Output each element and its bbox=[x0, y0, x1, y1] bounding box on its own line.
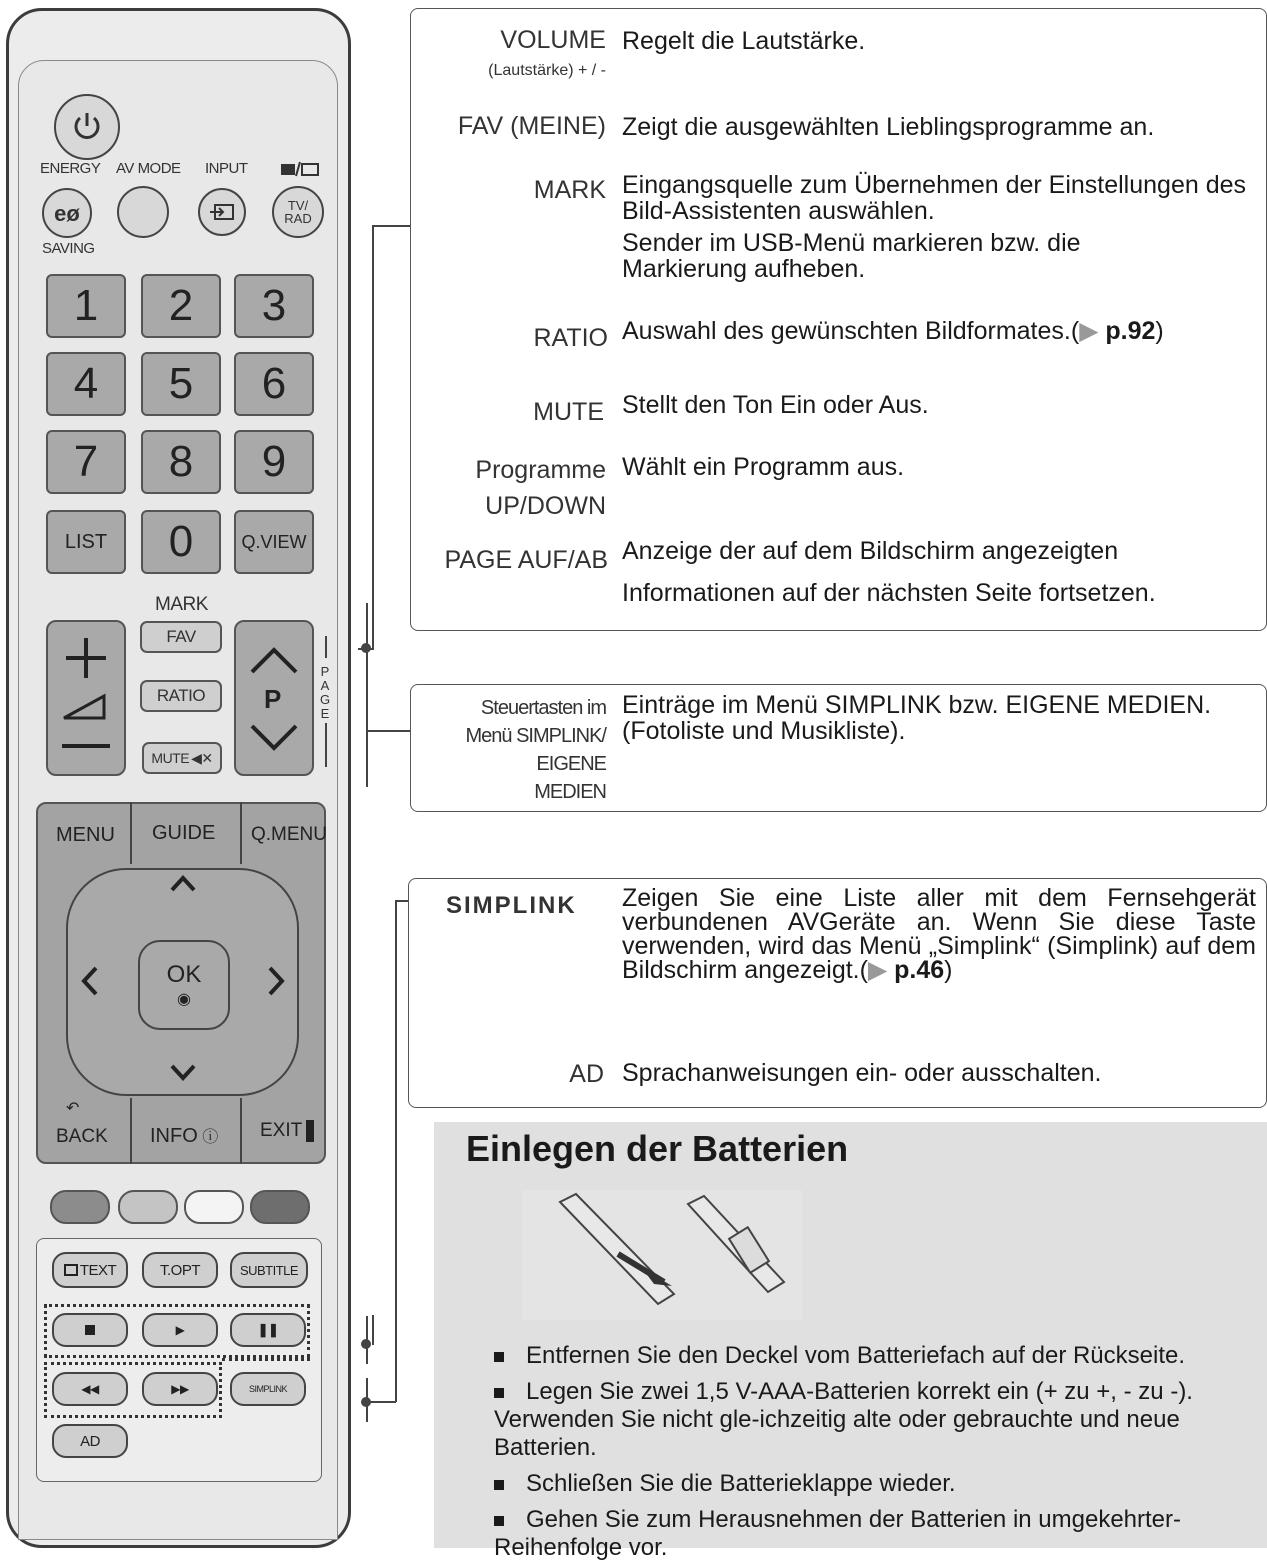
tv-rad-button[interactable]: TV/ RAD bbox=[272, 186, 324, 238]
term-mark: MARK bbox=[533, 176, 606, 204]
page-label: P A G E bbox=[320, 664, 331, 721]
back-button[interactable]: BACK bbox=[56, 1126, 108, 1147]
mute-speaker-icon: ◀✕ bbox=[191, 749, 213, 766]
term-volume-sub: (Lautstärke) + / - bbox=[488, 62, 606, 79]
desc-mute: Stellt den Ton Ein oder Aus. bbox=[622, 391, 929, 419]
exit-label: EXIT bbox=[260, 1120, 303, 1142]
power-icon bbox=[69, 109, 105, 145]
desc-ratio: Auswahl des gewünschten Bildformates.(▶ p.92) bbox=[622, 317, 1164, 345]
page-ref-arrow-icon: ▶ bbox=[867, 956, 895, 984]
number-key-9[interactable]: 9 bbox=[234, 430, 314, 494]
battery-instructions bbox=[494, 1342, 1264, 1562]
exit-door-icon bbox=[306, 1120, 314, 1142]
program-p-label: P bbox=[264, 684, 282, 714]
desc-programme: Wählt ein Programm aus. bbox=[622, 453, 905, 481]
stop-icon bbox=[85, 1325, 95, 1335]
desc-page-2: Informationen auf der nächsten Seite fortsetzen. bbox=[622, 579, 1156, 607]
input-button[interactable] bbox=[198, 188, 246, 236]
simplink-button[interactable] bbox=[230, 1372, 306, 1406]
stop-button[interactable] bbox=[52, 1313, 128, 1347]
desc-steuertasten: Einträge im Menü SIMPLINK bzw. EIGENE MEDIEN.(Fotoliste und Musikliste). bbox=[622, 691, 1212, 745]
back-icon: ↶ bbox=[66, 1100, 80, 1117]
teletext-icon bbox=[64, 1264, 78, 1276]
desc-fav: Zeigt die ausgewählten Lieblingsprogramme an. bbox=[622, 113, 1155, 141]
ok-dot-icon: ◉ bbox=[177, 991, 191, 1008]
menu-button[interactable]: MENU bbox=[56, 824, 115, 846]
info-button[interactable] bbox=[150, 1124, 218, 1148]
term-programme-updown: UP/DOWN bbox=[485, 492, 606, 520]
number-key-0[interactable]: 0 bbox=[141, 510, 221, 574]
simplink-logo-text: SIMPLINK bbox=[446, 892, 577, 919]
mute-button[interactable] bbox=[142, 742, 222, 774]
simplink-group-outline bbox=[222, 1358, 310, 1365]
play-button[interactable] bbox=[142, 1313, 218, 1347]
input-label: INPUT bbox=[205, 160, 248, 177]
qview-button[interactable]: Q.VIEW bbox=[234, 510, 314, 574]
ratio-page-ref: p.92 bbox=[1105, 317, 1156, 345]
pause-button[interactable] bbox=[230, 1313, 306, 1347]
term-page: PAGE AUF/AB bbox=[444, 546, 608, 574]
power-button[interactable] bbox=[54, 94, 120, 160]
number-key-7[interactable]: 7 bbox=[46, 430, 126, 494]
input-icon bbox=[209, 203, 235, 221]
guide-button[interactable]: GUIDE bbox=[152, 822, 216, 844]
desc-simplink: Zeigen Sie eine Liste aller mit dem Fernsehgerät verbundenen AVGeräte an. Wenn Sie diese Taste verwenden, wird das Menü „Simplink“ (Simplink) auf dem Bildschirm angezeigt.(▶ p.46) bbox=[622, 884, 1256, 984]
battery-illustration bbox=[522, 1190, 802, 1320]
simplink-button-label: SIMPLINK bbox=[248, 1384, 287, 1394]
red-key[interactable] bbox=[50, 1190, 110, 1224]
desc-page: Anzeige der auf dem Bildschirm angezeigten bbox=[622, 537, 1119, 565]
energy-saving-button[interactable] bbox=[42, 188, 92, 238]
number-key-8[interactable]: 8 bbox=[141, 430, 221, 494]
connector-line bbox=[366, 603, 368, 787]
saving-label: SAVING bbox=[42, 240, 95, 257]
blue-key[interactable] bbox=[250, 1190, 310, 1224]
up-arrow-icon[interactable] bbox=[168, 868, 198, 902]
info-icon: ⓘ bbox=[197, 1129, 219, 1146]
yellow-key[interactable] bbox=[184, 1190, 244, 1224]
battery-step-4: Gehen Sie zum Herausnehmen der Batterien in umgekehrter-Reihenfolge vor. bbox=[494, 1506, 1182, 1561]
term-mute: MUTE bbox=[533, 398, 604, 426]
term-volume: VOLUME bbox=[500, 26, 606, 54]
desc-mark-2: Sender im USB-Menü markieren bzw. die Markierung aufheben. bbox=[622, 229, 1081, 283]
left-arrow-icon[interactable] bbox=[78, 964, 100, 1003]
info-label: INFO bbox=[150, 1125, 198, 1147]
rewind-icon: ◀◀ bbox=[81, 1382, 99, 1396]
ok-label: OK bbox=[166, 961, 202, 988]
desc-volume: Regelt die Lautstärke. bbox=[622, 27, 866, 55]
number-key-3[interactable]: 3 bbox=[234, 274, 314, 338]
topt-button[interactable]: T.OPT bbox=[142, 1252, 218, 1288]
fast-forward-button[interactable] bbox=[142, 1372, 218, 1406]
term-fav: FAV (MEINE) bbox=[457, 112, 606, 140]
simplink-page-ref: p.46 bbox=[894, 956, 945, 984]
tv-radio-icon bbox=[280, 160, 320, 178]
exit-button[interactable] bbox=[260, 1120, 314, 1142]
mark-label: MARK bbox=[155, 594, 208, 615]
simplink-logo bbox=[446, 892, 577, 920]
pause-icon: ❚❚ bbox=[257, 1322, 279, 1337]
mute-label: MUTE bbox=[151, 750, 190, 766]
volume-icons bbox=[48, 622, 124, 772]
battery-step-1: Entfernen Sie den Deckel vom Batteriefach auf der Rückseite. bbox=[494, 1342, 1264, 1370]
ok-button[interactable] bbox=[138, 940, 230, 1030]
av-mode-label: AV MODE bbox=[116, 160, 181, 177]
term-steuertasten: Steuertasten im Menü SIMPLINK/ EIGENE MEDIEN bbox=[465, 697, 606, 803]
fav-button[interactable]: FAV bbox=[140, 621, 222, 653]
subtitle-button[interactable]: SUBTITLE bbox=[230, 1252, 308, 1288]
list-button[interactable]: LIST bbox=[46, 510, 126, 574]
number-key-2[interactable]: 2 bbox=[141, 274, 221, 338]
energy-label: ENERGY bbox=[40, 160, 101, 177]
desc-ad: Sprachanweisungen ein- oder ausschalten. bbox=[622, 1059, 1102, 1087]
down-arrow-icon[interactable] bbox=[168, 1062, 198, 1089]
rewind-button[interactable] bbox=[52, 1372, 128, 1406]
desc-mark: Eingangsquelle zum Übernehmen der Einstellungen des Bild-Assistenten auswählen. bbox=[622, 171, 1247, 225]
right-arrow-icon[interactable] bbox=[266, 964, 288, 1003]
ad-button[interactable]: AD bbox=[52, 1424, 128, 1458]
text-button[interactable] bbox=[52, 1252, 128, 1288]
term-programme: Programme bbox=[475, 456, 606, 484]
number-key-1[interactable]: 1 bbox=[46, 274, 126, 338]
term-ratio: RATIO bbox=[533, 324, 608, 352]
battery-step-2: Legen Sie zwei 1,5 V-AAA-Batterien korrekt ein (+ zu +, - zu -). Verwenden Sie nicht gle-ichzeitig alte oder gebrauchte und neue Batterien. bbox=[494, 1378, 1193, 1461]
green-key[interactable] bbox=[118, 1190, 178, 1224]
number-key-5[interactable]: 5 bbox=[141, 352, 221, 416]
battery-title: Einlegen der Batterien bbox=[466, 1128, 849, 1169]
play-icon: ▶ bbox=[175, 1323, 185, 1337]
av-mode-button[interactable] bbox=[117, 186, 169, 238]
page-ref-arrow-icon: ▶ bbox=[1079, 317, 1106, 345]
ratio-button[interactable]: RATIO bbox=[140, 680, 222, 712]
qmenu-button[interactable]: Q.MENU bbox=[251, 824, 327, 845]
text-label: TEXT bbox=[79, 1261, 117, 1279]
eco-icon: eø bbox=[54, 200, 80, 226]
number-key-6[interactable]: 6 bbox=[234, 352, 314, 416]
fast-forward-icon: ▶▶ bbox=[171, 1382, 189, 1396]
term-ad: AD bbox=[569, 1060, 604, 1088]
battery-step-3: Schließen Sie die Batterieklappe wieder. bbox=[494, 1470, 1264, 1498]
number-key-4[interactable]: 4 bbox=[46, 352, 126, 416]
volume-rocker[interactable] bbox=[46, 620, 126, 776]
